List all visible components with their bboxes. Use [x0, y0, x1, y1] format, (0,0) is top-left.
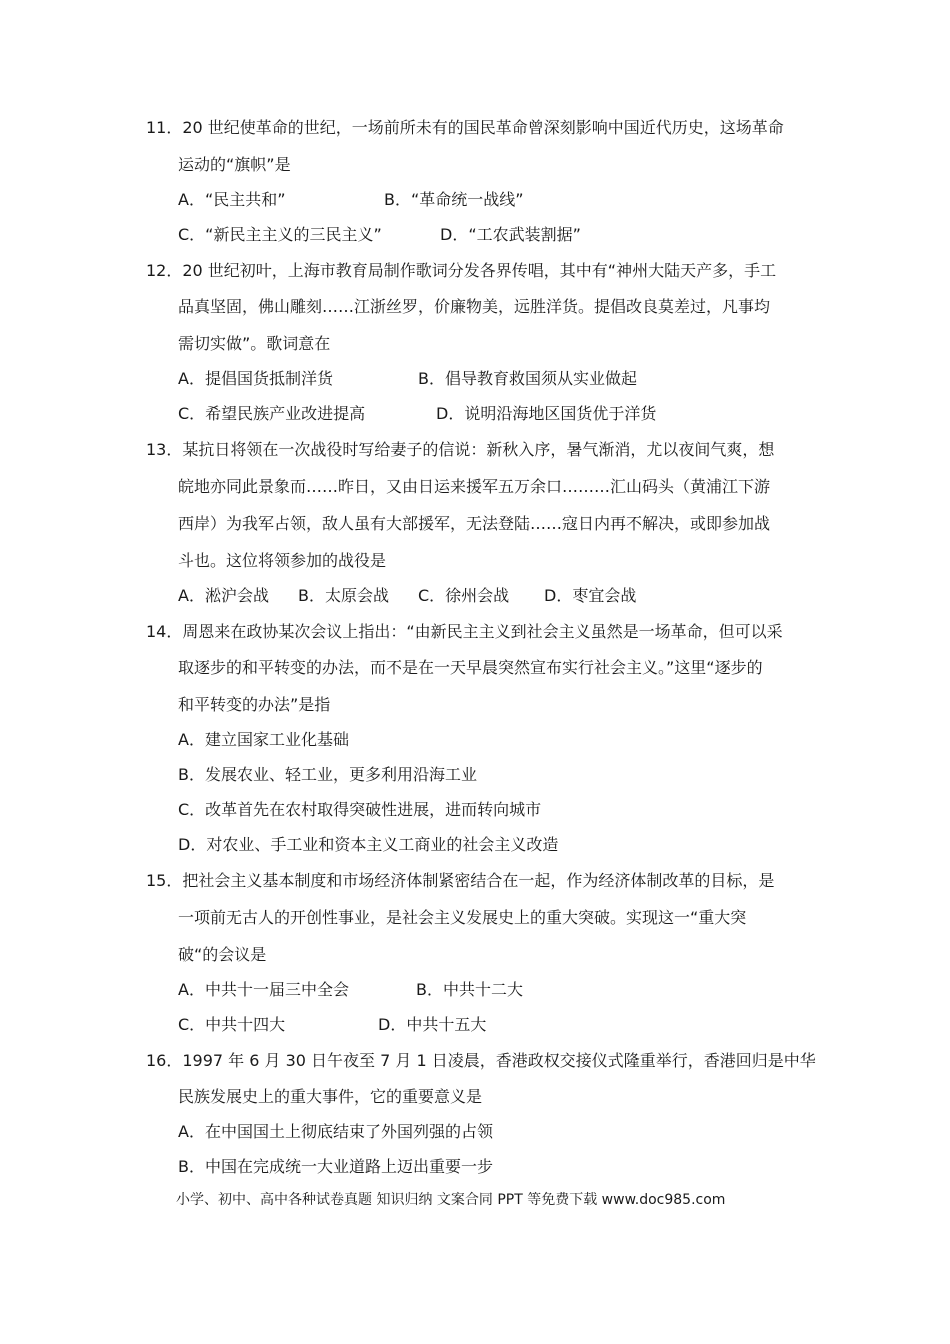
- q14-stem-line-3: 和平转变的办法”是指: [178, 695, 331, 714]
- q14-stem-line-2: 取逐步的和平转变的办法，而不是在一天早晨突然宣布实行社会主义。”这里“逐步的: [178, 658, 763, 677]
- q16-option-b: B．中国在完成统一大业道路上迈出重要一步: [178, 1157, 493, 1176]
- q16-stem-line-1: 16．1997 年 6 月 30 日午夜至 7 月 1 日凌晨，香港政权交接仪式隆重举行，香港回归是中华: [146, 1051, 816, 1070]
- q14-option-a: A．建立国家工业化基础: [178, 730, 349, 749]
- q12-option-a: A．提倡国货抵制洋货: [178, 369, 333, 388]
- q13-option-a: A．淞沪会战: [178, 586, 269, 605]
- q11-option-c: C．“新民主主义的三民主义”: [178, 225, 382, 244]
- q14-stem-line-1: 14．周恩来在政协某次会议上指出：“由新民主主义到社会主义虽然是一场革命，但可以采: [146, 622, 783, 641]
- q14-option-b: B．发展农业、轻工业，更多利用沿海工业: [178, 765, 477, 784]
- q14-option-c: C．改革首先在农村取得突破性进展，进而转向城市: [178, 800, 542, 819]
- q15-stem-line-2: 一项前无古人的开创性事业，是社会主义发展史上的重大突破。实现这一“重大突: [178, 908, 747, 927]
- q13-option-b: B．太原会战: [298, 586, 389, 605]
- q11-stem-line-1: 11．20 世纪使革命的世纪，一场前所未有的国民革命曾深刻影响中国近代历史，这场革命: [146, 118, 784, 137]
- q11-stem-line-2: 运动的“旗帜”是: [178, 155, 291, 174]
- q12-option-b: B．倡导教育救国须从实业做起: [418, 369, 637, 388]
- q12-option-c: C．希望民族产业改进提高: [178, 404, 366, 423]
- q15-option-c: C．中共十四大: [178, 1015, 286, 1034]
- q13-option-d: D．枣宜会战: [544, 586, 637, 605]
- q11-option-d: D．“工农武装割据”: [440, 225, 581, 244]
- q12-stem-line-2: 品真坚固，佛山雕刻……江浙丝罗，价廉物美，远胜洋货。提倡改良莫差过，凡事均: [178, 297, 771, 316]
- q15-stem-line-1: 15．把社会主义基本制度和市场经济体制紧密结合在一起，作为经济体制改革的目标，是: [146, 871, 775, 890]
- q15-stem-line-3: 破“的会议是: [178, 945, 267, 964]
- q13-option-c: C．徐州会战: [418, 586, 510, 605]
- q14-option-d: D．对农业、手工业和资本主义工商业的社会主义改造: [178, 835, 559, 854]
- q13-stem-line-4: 斗也。这位将领参加的战役是: [178, 551, 387, 570]
- q11-option-a: A．“民主共和”: [178, 190, 286, 209]
- q15-option-a: A．中共十一届三中全会: [178, 980, 349, 999]
- q11-option-b: B．“革命统一战线”: [384, 190, 524, 209]
- q12-stem-line-1: 12．20 世纪初叶，上海市教育局制作歌词分发各界传唱，其中有“神州大陆天产多，手工: [146, 261, 777, 280]
- q12-option-d: D．说明沿海地区国货优于洋货: [436, 404, 657, 423]
- q12-stem-line-3: 需切实做”。歌词意在: [178, 334, 331, 353]
- q16-option-a: A．在中国国土上彻底结束了外国列强的占领: [178, 1122, 493, 1141]
- q15-option-d: D．中共十五大: [378, 1015, 487, 1034]
- q13-stem-line-2: 皖地亦同此景象而……昨日，又由日运来援军五万余口………汇山码头（黄浦江下游: [178, 477, 771, 496]
- q16-stem-line-2: 民族发展史上的重大事件，它的重要意义是: [178, 1087, 483, 1106]
- footer-download-notice: 小学、初中、高中各种试卷真题 知识归纳 文案合同 PPT 等免费下载 www.doc985.com: [176, 1192, 726, 1208]
- q15-option-b: B．中共十二大: [416, 980, 523, 999]
- q13-stem-line-3: 西岸）为我军占领，敌人虽有大部援军，无法登陆……寇日内再不解决，或即参加战: [178, 514, 771, 533]
- q13-stem-line-1: 13．某抗日将领在一次战役时写给妻子的信说：新秋入序，暑气渐消，尤以夜间气爽，想: [146, 440, 775, 459]
